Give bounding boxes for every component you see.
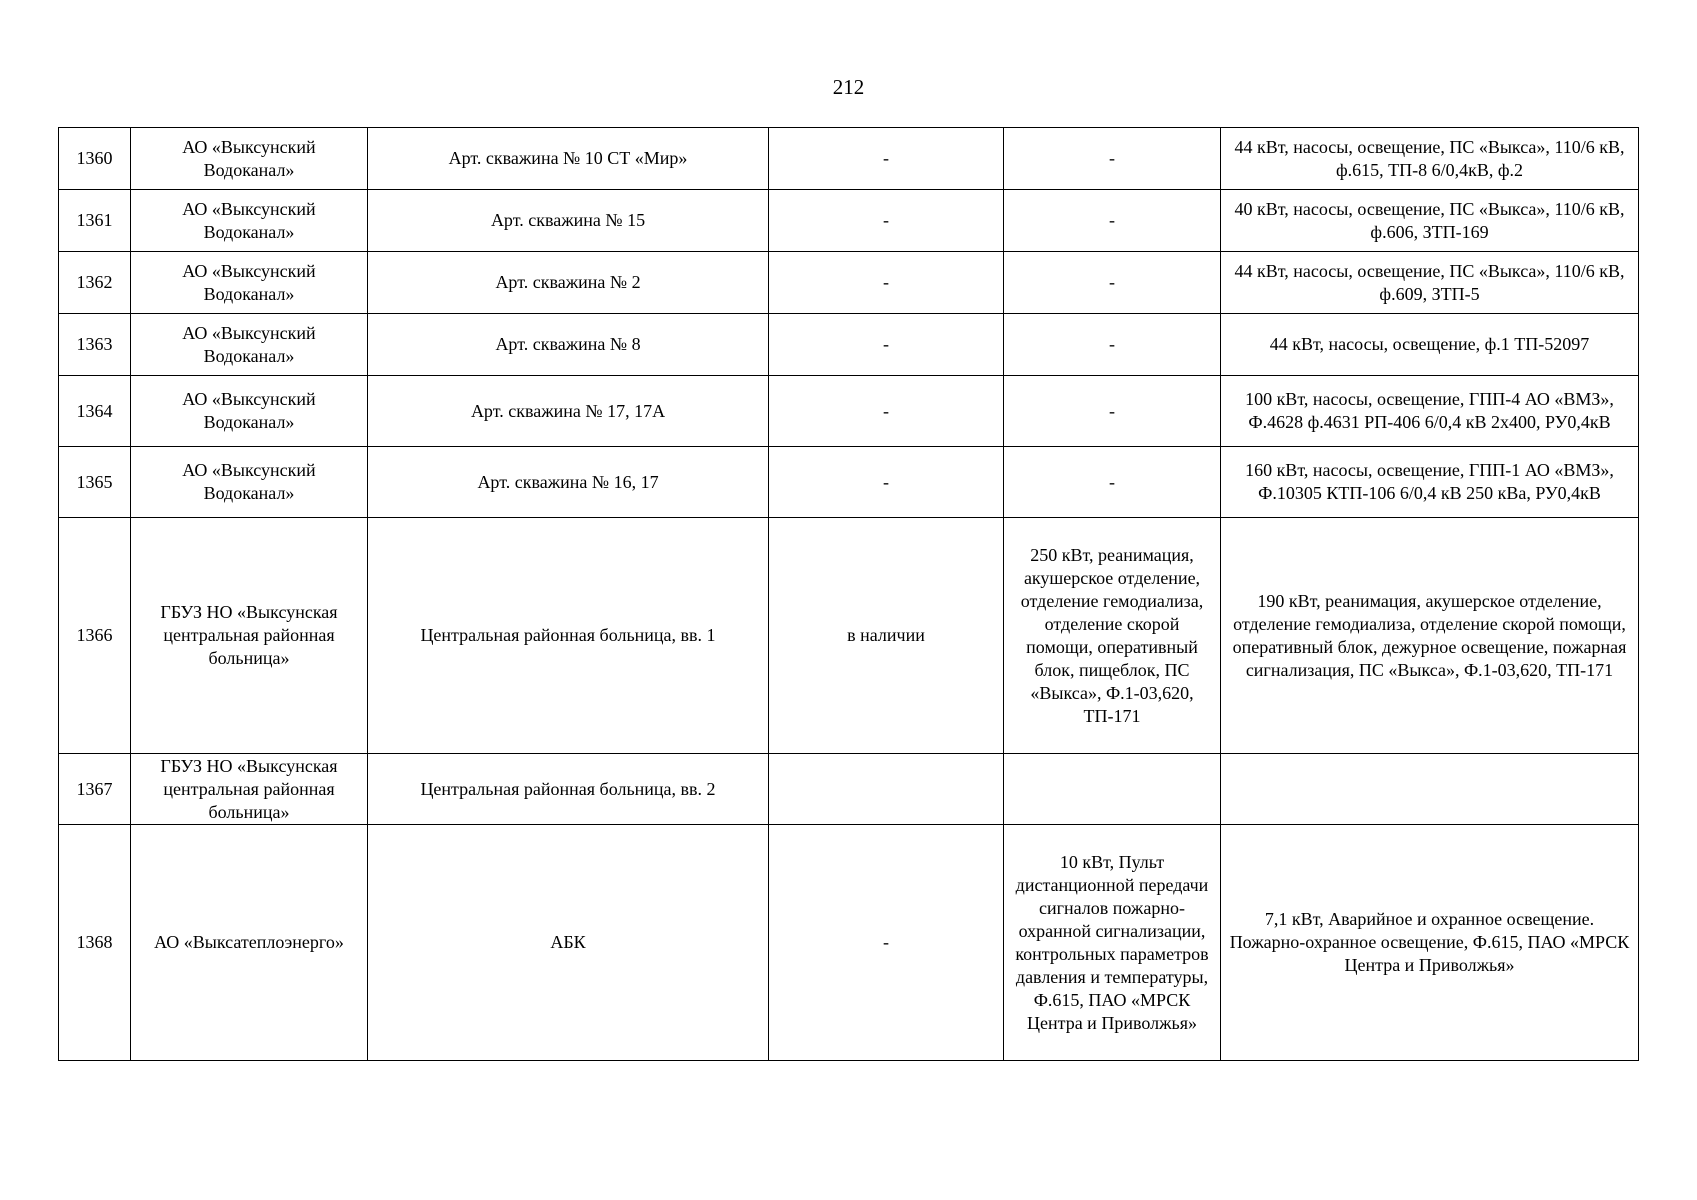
- table-row: [59, 447, 1639, 518]
- table-row: [59, 825, 1639, 1061]
- reserve-load-cell: 10 кВт, Пульт дистанционной передачи сигналов пожарно-охранной сигнализации, контрольных параметров давления и температуры, Ф.615, ПАО «МРСК Центра и Приволжья»: [1004, 825, 1221, 1061]
- availability-cell: -: [769, 314, 1004, 376]
- row-number: 1360: [59, 128, 131, 190]
- row-number: 1366: [59, 518, 131, 754]
- organization-cell: АО «Выксунский Водоканал»: [131, 128, 368, 190]
- reserve-load-cell: -: [1004, 376, 1221, 447]
- availability-cell: -: [769, 252, 1004, 314]
- availability-cell: -: [769, 190, 1004, 252]
- availability-cell: -: [769, 447, 1004, 518]
- availability-cell: -: [769, 376, 1004, 447]
- organization-cell: АО «Выксунский Водоканал»: [131, 447, 368, 518]
- organization-cell: АО «Выксатеплоэнерго»: [131, 825, 368, 1061]
- load-description-cell: 160 кВт, насосы, освещение, ГПП-1 АО «ВМЗ», Ф.10305 КТП-106 6/0,4 кВ 250 кВа, РУ0,4кВ: [1221, 447, 1639, 518]
- availability-cell: -: [769, 128, 1004, 190]
- organization-cell: ГБУЗ НО «Выксунская центральная районная больница»: [131, 518, 368, 754]
- row-number: 1365: [59, 447, 131, 518]
- object-cell: Центральная районная больница, вв. 2: [368, 754, 769, 825]
- organization-cell: АО «Выксунский Водоканал»: [131, 376, 368, 447]
- organization-cell: АО «Выксунский Водоканал»: [131, 252, 368, 314]
- availability-cell: в наличии: [769, 518, 1004, 754]
- load-description-cell: 44 кВт, насосы, освещение, ПС «Выкса», 110/6 кВ, ф.609, ЗТП-5: [1221, 252, 1639, 314]
- table-row: [59, 190, 1639, 252]
- load-description-cell: 7,1 кВт, Аварийное и охранное освещение. Пожарно-охранное освещение, Ф.615, ПАО «МРСК Центра и Приволжья»: [1221, 825, 1639, 1061]
- object-cell: Арт. скважина № 8: [368, 314, 769, 376]
- availability-cell: -: [769, 825, 1004, 1061]
- reserve-load-cell: -: [1004, 190, 1221, 252]
- load-description-cell: 100 кВт, насосы, освещение, ГПП-4 АО «ВМЗ», Ф.4628 ф.4631 РП-406 6/0,4 кВ 2х400, РУ0,4кВ: [1221, 376, 1639, 447]
- load-description-cell: 44 кВт, насосы, освещение, ф.1 ТП-52097: [1221, 314, 1639, 376]
- table-row: [59, 128, 1639, 190]
- object-cell: Центральная районная больница, вв. 1: [368, 518, 769, 754]
- reserve-load-cell: -: [1004, 128, 1221, 190]
- row-number: 1361: [59, 190, 131, 252]
- row-number: 1364: [59, 376, 131, 447]
- row-number: 1362: [59, 252, 131, 314]
- table-row: [59, 754, 1639, 825]
- object-cell: Арт. скважина № 17, 17А: [368, 376, 769, 447]
- reserve-load-cell: -: [1004, 314, 1221, 376]
- reserve-load-cell: -: [1004, 447, 1221, 518]
- table-row: [59, 518, 1639, 754]
- object-cell: Арт. скважина № 10 СТ «Мир»: [368, 128, 769, 190]
- load-description-cell: 44 кВт, насосы, освещение, ПС «Выкса», 110/6 кВ, ф.615, ТП-8 6/0,4кВ, ф.2: [1221, 128, 1639, 190]
- load-description-cell: 190 кВт, реанимация, акушерское отделение, отделение гемодиализа, отделение скорой помощи, оперативный блок, дежурное освещение, пожарная сигнализация, ПС «Выкса», Ф.1-03,620, ТП-171: [1221, 518, 1639, 754]
- organization-cell: АО «Выксунский Водоканал»: [131, 314, 368, 376]
- object-cell: Арт. скважина № 16, 17: [368, 447, 769, 518]
- load-description-cell: 40 кВт, насосы, освещение, ПС «Выкса», 110/6 кВ, ф.606, ЗТП-169: [1221, 190, 1639, 252]
- table-row: [59, 252, 1639, 314]
- reserve-load-cell: -: [1004, 252, 1221, 314]
- availability-cell: [769, 754, 1004, 825]
- row-number: 1363: [59, 314, 131, 376]
- reserve-load-cell: [1004, 754, 1221, 825]
- organization-cell: АО «Выксунский Водоканал»: [131, 190, 368, 252]
- load-description-cell: [1221, 754, 1639, 825]
- object-cell: АБК: [368, 825, 769, 1061]
- row-number: 1368: [59, 825, 131, 1061]
- object-cell: Арт. скважина № 2: [368, 252, 769, 314]
- page-number: 212: [832, 75, 865, 99]
- data-table: [58, 127, 1639, 1061]
- table-row: [59, 314, 1639, 376]
- row-number: 1367: [59, 754, 131, 825]
- table-row: [59, 376, 1639, 447]
- organization-cell: ГБУЗ НО «Выксунская центральная районная больница»: [131, 754, 368, 825]
- object-cell: Арт. скважина № 15: [368, 190, 769, 252]
- reserve-load-cell: 250 кВт, реанимация, акушерское отделение, отделение гемодиализа, отделение скорой помощи, оперативный блок, пищеблок, ПС «Выкса», Ф.1-03,620, ТП-171: [1004, 518, 1221, 754]
